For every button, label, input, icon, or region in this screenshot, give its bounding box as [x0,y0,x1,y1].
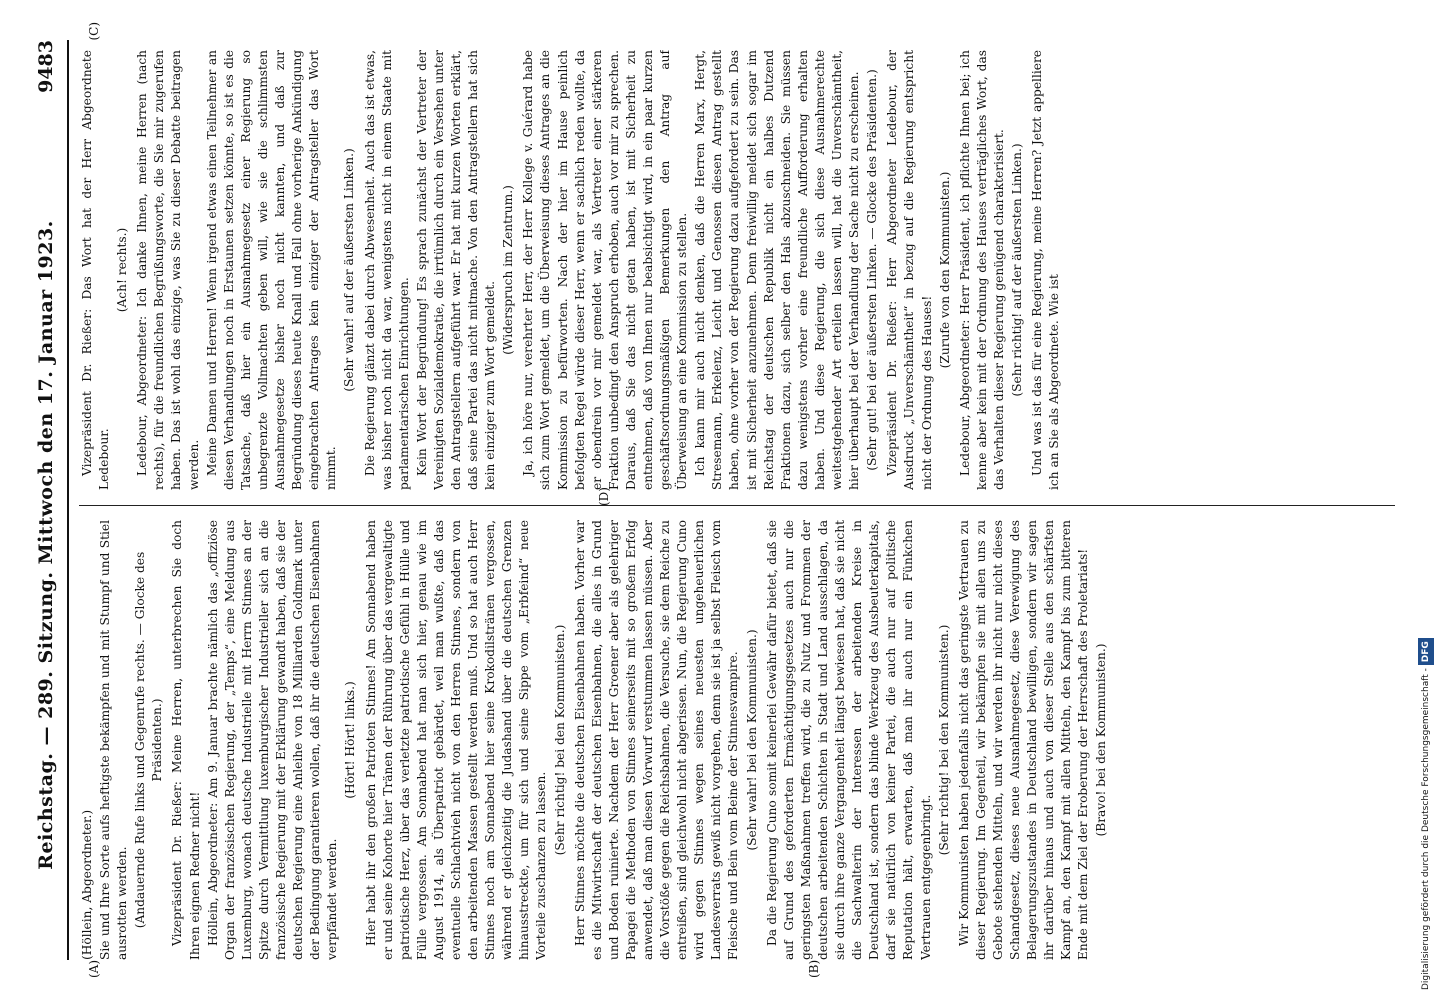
digitization-note-text: Digitalisierung gefördert durch die Deutsche Forschungsgemeinschaft - [1421,668,1431,990]
paragraph: Vizepräsident Dr. Rießer: Meine Herren, unterbrechen Sie doch Ihren eignen Redner nicht! [170,520,202,960]
paragraph: Da die Regierung Cuno somit keinerlei Gewähr dafür bietet, daß sie auf Grund des geforderten Ermächtigungsgesetzes auch nur die geringsten Maßnahmen treffen wird, die zu Nutz und Frommen der deutschen arbeitenden Schichten in Stadt und Land ausschlagen, da sie durch ihre ganze Vergangenheit längst bewiesen hat, daß sie nicht die Sachwalterin der Interessen der arbeitenden Kreise in Deutschland ist, sondern das blinde Werkzeug des Ausbeuterkapitals, darf sie natürlich von keiner Partei, die auch nur auf politische Reputation hält, erwarten, daß man ihr auch nur ein Fünkchen Vertrauen entgegenbringt. [764,520,933,960]
paragraph: (Höllein, Abgeordneter.) [80,809,94,960]
margin-marker-d: (D) [597,487,611,506]
column-divider [79,505,1395,506]
page-header [35,40,69,960]
paragraph: Die Regierung glänzt dabei durch Abwesenheit. Auch das ist etwas, was bisher noch nicht da war, wenigstens nicht in einem Staate mit parlamentarischen Einrichtungen. [362,50,411,490]
margin-marker-b: (B) [807,959,821,978]
interjection: (Sehr richtig! bei den Kommunisten.) [552,624,567,856]
interjection: (Andauernde Rufe links und Gegenrufe rechts. — Glocke des Präsidenten.) [133,551,165,929]
interjection: (Ach! rechts.) [115,227,130,313]
interjection: (Zurufe von den Kommunisten.) [937,171,952,369]
paragraph: Meine Damen und Herren! Wenn irgend etwas einen Teilnehmer an diesen Verhandlungen noch in Erstaunen setzen könnte, so ist es die Tatsache, daß hier ein Ausnahmegesetz einer Regierung so unbegrenzte Vollmachten geben will, wie sie die schlimmsten Ausnahmegesetze bisher noch nicht kannten, und daß zur Begründung dieses heute Knall und Fall ohne vorherige Ankündigung eingebrachten Antrages kein einziger der Antragsteller das Wort nimmt. [204,50,339,490]
running-title: Reichstag. — 289. Sitzung. Mittwoch den 17. Januar 1923. [35,220,57,870]
margin-marker-a: (A) [87,959,101,978]
paragraph: Wir Kommunisten haben jedenfalls nicht das geringste Vertrauen zu dieser Regierung. Im Gegenteil, wir bekämpfen sie mit allen uns zu Gebote stehenden Mitteln, und wir werden ihr nicht nur nicht dieses Schandgesetz, dieses neue Ausnahmegesetz, diese Verewigung des Belagerungszustandes in Deutschland bewilligen, sondern wir sagen ihr darüber hinaus und auch von dieser Stelle aus den schärfsten Kampf an, den Kampf mit allen Mitteln, den Kampf bis zum bitteren Ende mit dem Ziel der Eroberung der Herrschaft des Proletariats! [956,520,1091,960]
interjection: (Hört! Hört! links.) [343,681,358,799]
paragraph: Ja, ich höre nur, verehrter Herr, der Herr Kollege v. Guérard habe sich zum Wort gemeldet, um die Überweisung dieses Antrages an die Kommission zu befürworten. Nach der hier im Hause peinlich befolgten Regel würde dieser Herr, wenn er sachlich reden wollte, da er obendrein vor mir gemeldet war, als Vertreter einer stärkeren Fraktion unbedingt den Anspruch erhoben, auch vor mir zu sprechen. Daraus, daß Sie das nicht getan haben, ist mit Sicherheit zu entnehmen, daß von Ihnen nur beabsichtigt wird, in ein paar kurzen geschäftsordnungsmäßigen Bemerkungen den Antrag auf Überweisung an eine Kommission zu stellen. [521,50,690,490]
paragraph: Höllein, Abgeordneter: Am 9. Januar brachte nämlich das „offiziöse Organ der französischen Regierung, der „Temps“, eine Meldung aus Luxemburg, wonach deutsche Industrielle mit Herrn Stinnes an der Spitze durch Vermittlung luxemburgischer Industrieller sich an die französische Regierung mit der Erklärung gewandt haben, daß sie der deutschen Regierung eine Anleihe von 18 Milliarden Goldmark unter der Bedingung garantieren wollen, daß ihr die deutschen Eisenbahnen verpfändet werden. [205,520,340,960]
interjection: (Sehr gut! bei der äußersten Linken. — Glocke des Präsidenten.) [865,69,880,471]
paragraph: Sie und Ihre Sorte aufs heftigste bekämpfen und mit Stumpf und Stiel ausrotten werden. [98,520,130,960]
interjection: (Sehr wahr! bei den Kommunisten.) [744,629,759,851]
paragraph: Ledebour, Abgeordneter: Ich danke Ihnen, meine Herren (nach rechts), für die freundlichen Begrüßungsworte, die Sie mir zugerufen haben. Das ist wohl das einzige, was Sie zu dieser Debatte beitragen werden. [135,50,201,490]
left-column [79,520,1397,960]
paragraph: Vizepräsident Dr. Rießer: Das Wort hat der Herr Abgeordnete Ledebour. [80,50,112,490]
paragraph: Vizepräsident Dr. Rießer: Herr Abgeordneter Ledebour, der Ausdruck „Unverschämtheit“ in bezug auf die Regierung entspricht nicht der Ordnung des Hauses! [885,50,934,490]
interjection: (Sehr richtig! bei den Kommunisten.) [936,624,951,856]
interjection: (Sehr wahr! auf der äußersten Linken.) [342,148,357,392]
header-rule [67,40,69,960]
digitization-note [1418,10,1434,990]
paragraph: Und was ist das für eine Regierung, meine Herren? Jetzt appelliere ich an Sie als Abgeordnete. Wie ist [1030,50,1062,490]
paragraph: Herr Stinnes möchte die deutschen Eisenbahnen haben. Vorher war es die Mitwirtschaft der deutschen Eisenbahnen, die alles in Grund und Boden ruinierte. Nachdem der Herr Groener aber als gelehriger Papagei die Methoden von Stinnes seinerseits mit so großem Erfolg anwendet, daß man diesen Vorwurf verstummen lassen müssen. Aber die Vorstöße gegen die Reichsbahnen, die Versuche, sie dem Reiche zu entreißen, sind gleichwohl nicht abgerissen. Nun, die Regierung Cuno wird gegen Stinnes wegen seines neuesten ungeheuerlichen Landesverrats gewiß nicht vorgehen, denn sie ist ja selbst Fleisch vom Fleische und Bein vom Beine der Stinnesvampire. [572,520,741,960]
paragraph: Hier habt ihr den großen Patrioten Stinnes! Am Sonnabend haben er und seine Kohorte hier Tränen der Rührung über das vergewaltigte patriotische Herz, über das verletzte patriotische Gefühl in Hülle und Fülle vergossen. Am Sonnabend hat man sich hier, genau wie im August 1914, als Überpatriot gebärdet, weil man wußte, daß das eventuelle Schlachtvieh nicht von den Herren Stinnes, sondern von den arbeitenden Massen gestellt werden muß. Und so hat auch Herr Stinnes noch am Sonnabend hier seine Krokodilstränen vergossen, während er gleichzeitig die Judashand über die deutschen Grenzen hinausstreckte, um für sich und seine Sippe vom „Erbfeind“ neue Vorteile zuschanzen zu lassen. [363,520,549,960]
interjection: (Sehr richtig! auf der äußersten Linken.) [1009,143,1024,397]
right-column [79,50,1397,490]
paragraph: Ledebour, Abgeordneter: Herr Präsident, ich pflichte Ihnen bei; ich kenne aber kein mit der Ordnung des Hauses verträgliches Wort, das das Verhalten dieser Regierung genügend charakterisiert. [957,50,1006,490]
dfg-logo: DFG [1418,638,1434,665]
interjection: (Bravo! bei den Kommunisten.) [1094,643,1109,837]
margin-marker-c: (C) [87,22,101,41]
paragraph: Ich kann mir auch nicht denken, daß die Herren Marx, Hergt, Stresemann, Erkelenz, Leicht und Genossen diesen Antrag gestellt haben, ohne vorher von der Regierung dazu aufgefordert zu sein. Das ist mit Sicherheit anzunehmen. Denn freiwillig meldet sich sogar im Reichstag der deutschen Republik nicht ein halbes Dutzend Fraktionen dazu, sich selber den Hals abzuschneiden. Sie müssen dazu wenigstens vorher eine freundliche Aufforderung erhalten haben. Und diese Regierung, die sich diese Ausnahmerechte weitestgehender Art erteilen lassen will, hat die Unverschämtheit, hier überhaupt bei der Verhandlung der Sache nicht zu erscheinen. [693,50,862,490]
interjection: (Widerspruch im Zentrum.) [501,185,516,355]
paragraph: Kein Wort der Begründung! Es sprach zunächst der Vertreter der Vereinigten Sozialdemokratie, die irrtümlich durch ein Versehen unter den Antragstellern aufgeführt war. Er hat mit kurzen Worten erklärt, daß seine Partei das nicht mitmache. Von den Antragstellern hat sich kein einziger zum Wort gemeldet. [414,50,498,490]
document-page [27,20,1407,980]
page-number: 9483 [35,40,57,93]
